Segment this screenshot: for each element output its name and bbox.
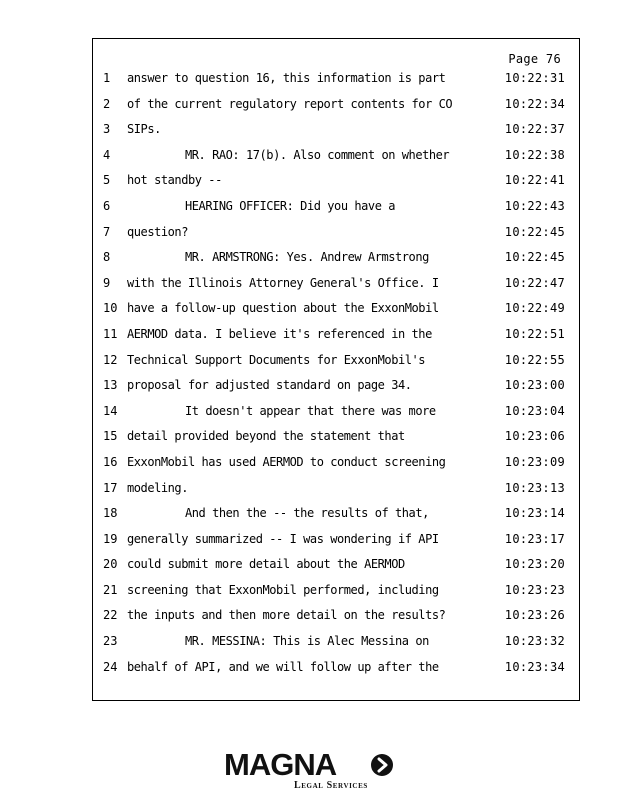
line-timestamp: 10:23:26 [504, 608, 565, 623]
line-number: 9 [103, 275, 111, 290]
line-number: 10 [103, 301, 118, 316]
line-timestamp: 10:23:20 [504, 557, 565, 572]
line-timestamp: 10:22:45 [504, 224, 565, 239]
line-timestamp: 10:23:04 [504, 403, 565, 418]
transcript-line [93, 531, 579, 557]
line-number: 12 [103, 352, 118, 367]
line-number: 3 [103, 122, 111, 137]
line-text: have a follow-up question about the ExxonMobil [127, 301, 439, 316]
line-timestamp: 10:23:32 [504, 634, 565, 649]
line-timestamp: 10:23:06 [504, 429, 565, 444]
line-text: It doesn't appear that there was more [185, 403, 436, 418]
line-number: 19 [103, 531, 118, 546]
transcript-line [93, 224, 579, 250]
line-timestamp: 10:22:34 [504, 96, 565, 111]
transcript-line [93, 300, 579, 326]
transcript-line [93, 377, 579, 403]
line-number: 24 [103, 659, 118, 674]
line-number: 2 [103, 96, 111, 111]
line-number: 22 [103, 608, 118, 623]
line-text: HEARING OFFICER: Did you have a [185, 198, 396, 213]
line-text: question? [127, 224, 188, 239]
transcript-line [93, 352, 579, 378]
line-timestamp: 10:23:09 [504, 454, 565, 469]
line-text: screening that ExxonMobil performed, including [127, 582, 439, 597]
line-timestamp: 10:23:14 [504, 506, 565, 521]
line-text: Technical Support Documents for ExxonMobil's [127, 352, 426, 367]
line-timestamp: 10:22:45 [504, 250, 565, 265]
transcript-page [92, 38, 580, 701]
transcript-line [93, 147, 579, 173]
line-text: answer to question 16, this information is part [127, 71, 446, 85]
line-timestamp: 10:22:43 [504, 198, 565, 213]
line-timestamp: 10:22:49 [504, 301, 565, 316]
line-number: 17 [103, 480, 118, 495]
transcript-line [93, 633, 579, 659]
line-number: 7 [103, 224, 111, 239]
line-number: 16 [103, 454, 118, 469]
logo-wordmark: MAGNA [224, 747, 337, 782]
transcript-line [93, 275, 579, 301]
line-text: AERMOD data. I believe it's referenced in the [127, 326, 432, 341]
line-timestamp: 10:22:37 [504, 122, 565, 137]
line-text: hot standby -- [127, 173, 222, 188]
transcript-line [93, 326, 579, 352]
logo-subtitle: Legal Services [294, 780, 368, 791]
line-number: 18 [103, 506, 118, 521]
transcript-line [93, 121, 579, 147]
line-text: with the Illinois Attorney General's Office. I [127, 275, 439, 290]
line-text: MR. MESSINA: This is Alec Messina on [185, 634, 429, 649]
line-text: modeling. [127, 480, 188, 495]
transcript-line [93, 96, 579, 122]
line-number: 14 [103, 403, 118, 418]
line-timestamp: 10:22:51 [504, 326, 565, 341]
line-text: ExxonMobil has used AERMOD to conduct screening [127, 454, 446, 469]
line-number: 8 [103, 250, 111, 265]
page-number: Page 76 [508, 52, 561, 66]
line-text: the inputs and then more detail on the results? [127, 608, 446, 623]
line-text: And then the -- the results of that, [185, 506, 429, 521]
line-text: MR. ARMSTRONG: Yes. Andrew Armstrong [185, 250, 429, 265]
line-text: of the current regulatory report contents for CO [127, 96, 453, 111]
line-number: 11 [103, 326, 118, 341]
line-timestamp: 10:23:17 [504, 531, 565, 546]
magna-logo [224, 748, 396, 794]
line-text: MR. RAO: 17(b). Also comment on whether [185, 147, 450, 162]
transcript-line [93, 582, 579, 608]
line-number: 4 [103, 147, 111, 162]
transcript-lines [93, 70, 579, 684]
line-timestamp: 10:22:38 [504, 147, 565, 162]
line-text: SIPs. [127, 122, 161, 137]
transcript-line [93, 556, 579, 582]
line-timestamp: 10:23:00 [504, 378, 565, 393]
transcript-line [93, 428, 579, 454]
line-timestamp: 10:22:47 [504, 275, 565, 290]
line-timestamp: 10:22:31 [504, 71, 565, 85]
transcript-line [93, 198, 579, 224]
line-number: 5 [103, 173, 111, 188]
line-timestamp: 10:23:34 [504, 659, 565, 674]
transcript-line [93, 659, 579, 685]
line-text: generally summarized -- I was wondering if API [127, 531, 439, 546]
transcript-line [93, 480, 579, 506]
transcript-line [93, 607, 579, 633]
line-number: 20 [103, 557, 118, 572]
line-number: 21 [103, 582, 118, 597]
line-text: behalf of API, and we will follow up after the [127, 659, 439, 674]
line-text: detail provided beyond the statement that [127, 429, 405, 444]
transcript-line [93, 505, 579, 531]
line-number: 23 [103, 634, 118, 649]
transcript-line [93, 70, 579, 96]
line-text: proposal for adjusted standard on page 34. [127, 378, 412, 393]
transcript-line [93, 403, 579, 429]
transcript-line [93, 454, 579, 480]
line-number: 15 [103, 429, 118, 444]
chevron-right-icon [371, 754, 393, 776]
line-number: 6 [103, 198, 111, 213]
transcript-line [93, 172, 579, 198]
line-number: 1 [103, 71, 111, 85]
line-timestamp: 10:23:13 [504, 480, 565, 495]
line-timestamp: 10:22:41 [504, 173, 565, 188]
transcript-line [93, 249, 579, 275]
line-text: could submit more detail about the AERMOD [127, 557, 405, 572]
line-number: 13 [103, 378, 118, 393]
line-timestamp: 10:22:55 [504, 352, 565, 367]
line-timestamp: 10:23:23 [504, 582, 565, 597]
